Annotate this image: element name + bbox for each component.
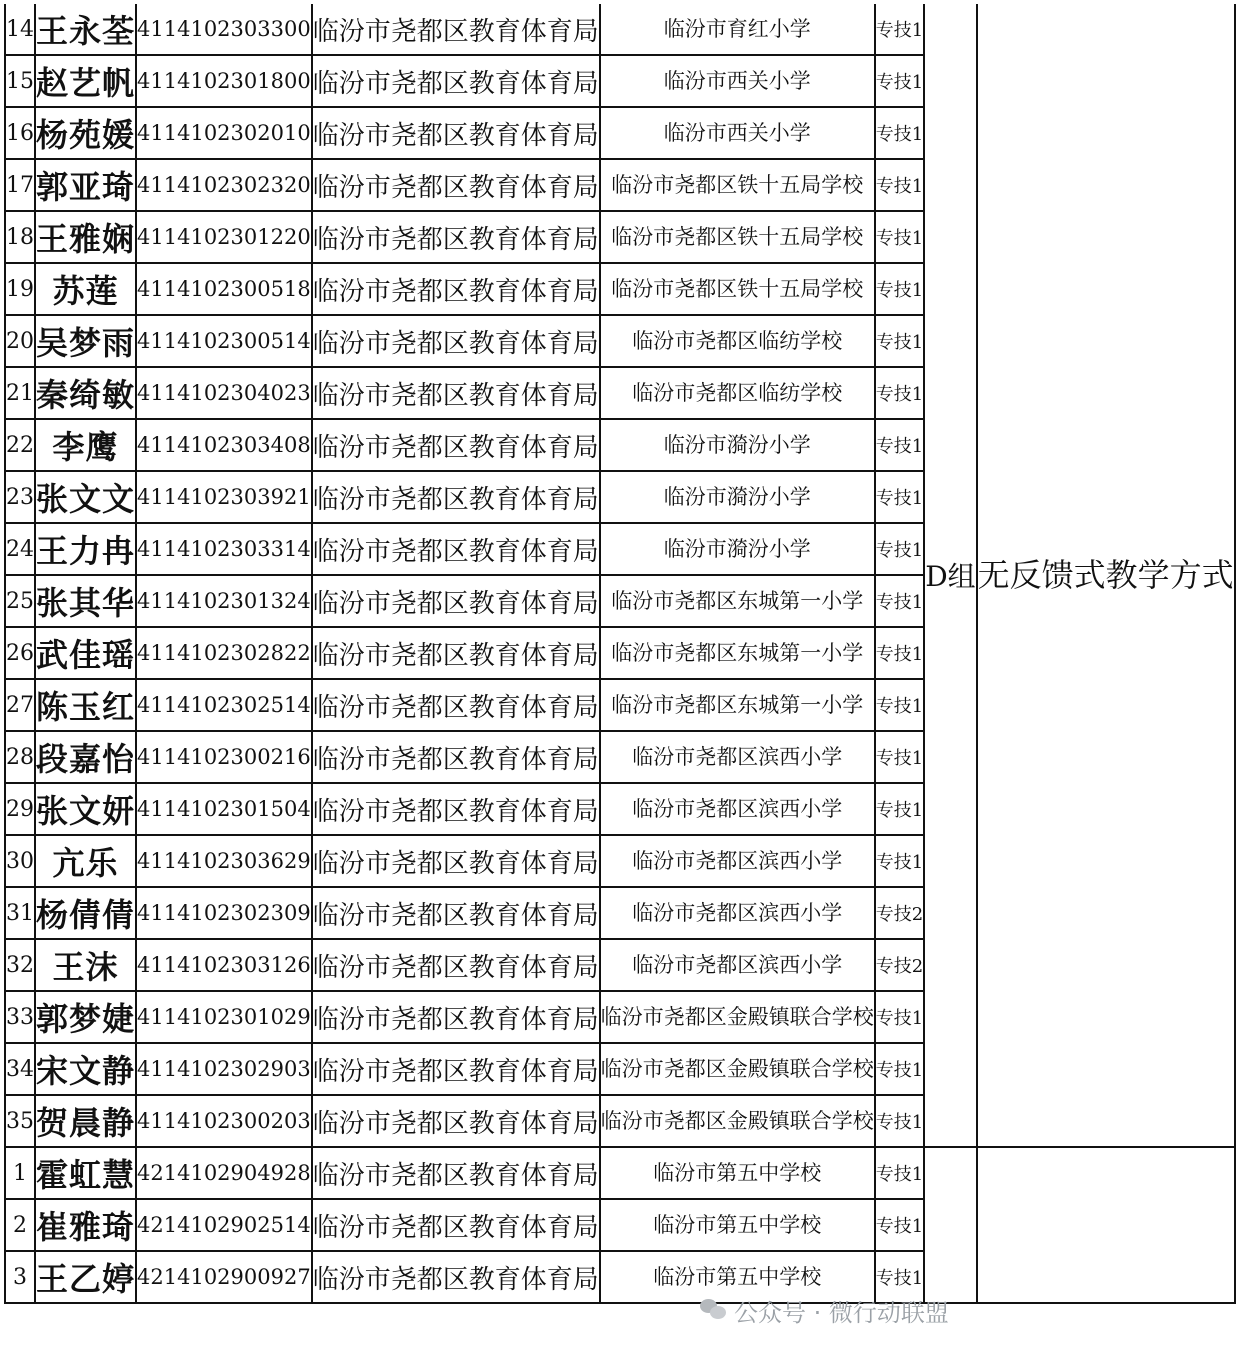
row-index: 17 [5, 159, 35, 211]
school-name: 临汾市第五中学校 [600, 1199, 875, 1251]
exam-number: 4114102302010 [136, 107, 312, 159]
exam-number: 4114102301220 [136, 211, 312, 263]
hiring-unit: 临汾市尧都区教育体育局 [312, 159, 600, 211]
hiring-unit: 临汾市尧都区教育体育局 [312, 679, 600, 731]
hiring-unit: 临汾市尧都区教育体育局 [312, 627, 600, 679]
post-code: 专技1 [875, 991, 924, 1043]
row-index: 18 [5, 211, 35, 263]
exam-number: 4114102303629 [136, 835, 312, 887]
exam-number: 4114102304023 [136, 367, 312, 419]
exam-number: 4114102300518 [136, 263, 312, 315]
results-table [4, 4, 1236, 1304]
hiring-unit: 临汾市尧都区教育体育局 [312, 835, 600, 887]
school-name: 临汾市尧都区铁十五局学校 [600, 263, 875, 315]
candidate-name: 张文文 [35, 471, 136, 523]
hiring-unit: 临汾市尧都区教育体育局 [312, 1095, 600, 1147]
candidate-name: 秦绮敏 [35, 367, 136, 419]
group-label: D组 [924, 4, 976, 1147]
post-code: 专技1 [875, 471, 924, 523]
table-row [5, 4, 1235, 55]
school-name: 临汾市尧都区金殿镇联合学校 [600, 991, 875, 1043]
table-row [5, 1147, 1235, 1199]
post-code: 专技1 [875, 159, 924, 211]
candidate-name: 苏莲 [35, 263, 136, 315]
school-name: 临汾市漪汾小学 [600, 419, 875, 471]
school-name: 临汾市尧都区东城第一小学 [600, 679, 875, 731]
exam-number: 4114102302903 [136, 1043, 312, 1095]
row-index: 29 [5, 783, 35, 835]
mode-cell-empty [977, 1147, 1235, 1303]
exam-number: 4114102302822 [136, 627, 312, 679]
school-name: 临汾市第五中学校 [600, 1147, 875, 1199]
candidate-name: 霍虹慧 [35, 1147, 136, 1199]
teaching-mode: 无反馈式教学方式 [977, 4, 1235, 1147]
post-code: 专技1 [875, 1043, 924, 1095]
hiring-unit: 临汾市尧都区教育体育局 [312, 991, 600, 1043]
row-index: 3 [5, 1251, 35, 1303]
candidate-name: 李鹰 [35, 419, 136, 471]
post-code: 专技1 [875, 783, 924, 835]
school-name: 临汾市育红小学 [600, 4, 875, 55]
candidate-name: 王力冉 [35, 523, 136, 575]
row-index: 34 [5, 1043, 35, 1095]
exam-number: 4114102302514 [136, 679, 312, 731]
candidate-name: 贺晨静 [35, 1095, 136, 1147]
school-name: 临汾市尧都区滨西小学 [600, 783, 875, 835]
exam-number: 4114102303300 [136, 4, 312, 55]
hiring-unit: 临汾市尧都区教育体育局 [312, 471, 600, 523]
candidate-name: 郭梦婕 [35, 991, 136, 1043]
row-index: 27 [5, 679, 35, 731]
candidate-name: 王乙婷 [35, 1251, 136, 1303]
school-name: 临汾市西关小学 [600, 55, 875, 107]
candidate-name: 吴梦雨 [35, 315, 136, 367]
exam-number: 4114102302309 [136, 887, 312, 939]
exam-number: 4114102303921 [136, 471, 312, 523]
school-name: 临汾市尧都区金殿镇联合学校 [600, 1043, 875, 1095]
row-index: 21 [5, 367, 35, 419]
row-index: 22 [5, 419, 35, 471]
school-name: 临汾市漪汾小学 [600, 523, 875, 575]
exam-number: 4114102301800 [136, 55, 312, 107]
hiring-unit: 临汾市尧都区教育体育局 [312, 1251, 600, 1303]
post-code: 专技1 [875, 1251, 924, 1303]
candidate-name: 段嘉怡 [35, 731, 136, 783]
post-code: 专技1 [875, 1095, 924, 1147]
exam-number: 4114102300514 [136, 315, 312, 367]
post-code: 专技1 [875, 731, 924, 783]
exam-number: 4214102904928 [136, 1147, 312, 1199]
candidate-name: 亢乐 [35, 835, 136, 887]
hiring-unit: 临汾市尧都区教育体育局 [312, 1043, 600, 1095]
hiring-unit: 临汾市尧都区教育体育局 [312, 939, 600, 991]
post-code: 专技1 [875, 263, 924, 315]
exam-number: 4114102301324 [136, 575, 312, 627]
candidate-name: 赵艺帆 [35, 55, 136, 107]
school-name: 临汾市西关小学 [600, 107, 875, 159]
hiring-unit: 临汾市尧都区教育体育局 [312, 4, 600, 55]
group-cell-empty [924, 1147, 976, 1303]
candidate-name: 王沫 [35, 939, 136, 991]
school-name: 临汾市尧都区滨西小学 [600, 835, 875, 887]
row-index: 23 [5, 471, 35, 523]
candidate-name: 王雅娴 [35, 211, 136, 263]
candidate-name: 郭亚琦 [35, 159, 136, 211]
hiring-unit: 临汾市尧都区教育体育局 [312, 367, 600, 419]
post-code: 专技1 [875, 315, 924, 367]
row-index: 31 [5, 887, 35, 939]
school-name: 临汾市尧都区东城第一小学 [600, 575, 875, 627]
school-name: 临汾市尧都区东城第一小学 [600, 627, 875, 679]
hiring-unit: 临汾市尧都区教育体育局 [312, 1199, 600, 1251]
row-index: 32 [5, 939, 35, 991]
post-code: 专技1 [875, 679, 924, 731]
hiring-unit: 临汾市尧都区教育体育局 [312, 523, 600, 575]
row-index: 2 [5, 1199, 35, 1251]
hiring-unit: 临汾市尧都区教育体育局 [312, 783, 600, 835]
hiring-unit: 临汾市尧都区教育体育局 [312, 315, 600, 367]
exam-number: 4114102303126 [136, 939, 312, 991]
row-index: 33 [5, 991, 35, 1043]
exam-number: 4114102300203 [136, 1095, 312, 1147]
school-name: 临汾市尧都区铁十五局学校 [600, 211, 875, 263]
post-code: 专技1 [875, 367, 924, 419]
hiring-unit: 临汾市尧都区教育体育局 [312, 419, 600, 471]
post-code: 专技1 [875, 835, 924, 887]
row-index: 14 [5, 4, 35, 55]
candidate-name: 宋文静 [35, 1043, 136, 1095]
post-code: 专技1 [875, 575, 924, 627]
post-code: 专技2 [875, 939, 924, 991]
hiring-unit: 临汾市尧都区教育体育局 [312, 107, 600, 159]
hiring-unit: 临汾市尧都区教育体育局 [312, 575, 600, 627]
row-index: 16 [5, 107, 35, 159]
post-code: 专技2 [875, 887, 924, 939]
post-code: 专技1 [875, 523, 924, 575]
exam-number: 4114102301029 [136, 991, 312, 1043]
candidate-name: 武佳瑶 [35, 627, 136, 679]
hiring-unit: 临汾市尧都区教育体育局 [312, 1147, 600, 1199]
wechat-icon [700, 1299, 726, 1321]
row-index: 30 [5, 835, 35, 887]
school-name: 临汾市尧都区铁十五局学校 [600, 159, 875, 211]
watermark-text: 公众号 · 微行动联盟 [734, 1298, 949, 1327]
hiring-unit: 临汾市尧都区教育体育局 [312, 731, 600, 783]
row-index: 15 [5, 55, 35, 107]
row-index: 19 [5, 263, 35, 315]
exam-number: 4114102303408 [136, 419, 312, 471]
row-index: 1 [5, 1147, 35, 1199]
post-code: 专技1 [875, 4, 924, 55]
school-name: 临汾市漪汾小学 [600, 471, 875, 523]
exam-number: 4114102300216 [136, 731, 312, 783]
candidate-name: 杨倩倩 [35, 887, 136, 939]
post-code: 专技1 [875, 55, 924, 107]
candidate-name: 张其华 [35, 575, 136, 627]
school-name: 临汾市尧都区临纺学校 [600, 367, 875, 419]
watermark [700, 1290, 949, 1330]
exam-number: 4214102900927 [136, 1251, 312, 1303]
exam-number: 4114102303314 [136, 523, 312, 575]
exam-number: 4214102902514 [136, 1199, 312, 1251]
school-name: 临汾市尧都区金殿镇联合学校 [600, 1095, 875, 1147]
row-index: 20 [5, 315, 35, 367]
row-index: 28 [5, 731, 35, 783]
school-name: 临汾市尧都区滨西小学 [600, 939, 875, 991]
row-index: 25 [5, 575, 35, 627]
school-name: 临汾市尧都区滨西小学 [600, 731, 875, 783]
candidate-name: 崔雅琦 [35, 1199, 136, 1251]
candidate-name: 杨苑媛 [35, 107, 136, 159]
hiring-unit: 临汾市尧都区教育体育局 [312, 211, 600, 263]
post-code: 专技1 [875, 1199, 924, 1251]
candidate-name: 王永荃 [35, 4, 136, 55]
row-index: 35 [5, 1095, 35, 1147]
school-name: 临汾市第五中学校 [600, 1251, 875, 1303]
exam-number: 4114102301504 [136, 783, 312, 835]
school-name: 临汾市尧都区滨西小学 [600, 887, 875, 939]
row-index: 24 [5, 523, 35, 575]
hiring-unit: 临汾市尧都区教育体育局 [312, 887, 600, 939]
exam-number: 4114102302320 [136, 159, 312, 211]
post-code: 专技1 [875, 211, 924, 263]
post-code: 专技1 [875, 1147, 924, 1199]
post-code: 专技1 [875, 107, 924, 159]
hiring-unit: 临汾市尧都区教育体育局 [312, 55, 600, 107]
post-code: 专技1 [875, 419, 924, 471]
candidate-name: 张文妍 [35, 783, 136, 835]
post-code: 专技1 [875, 627, 924, 679]
row-index: 26 [5, 627, 35, 679]
hiring-unit: 临汾市尧都区教育体育局 [312, 263, 600, 315]
candidate-name: 陈玉红 [35, 679, 136, 731]
school-name: 临汾市尧都区临纺学校 [600, 315, 875, 367]
